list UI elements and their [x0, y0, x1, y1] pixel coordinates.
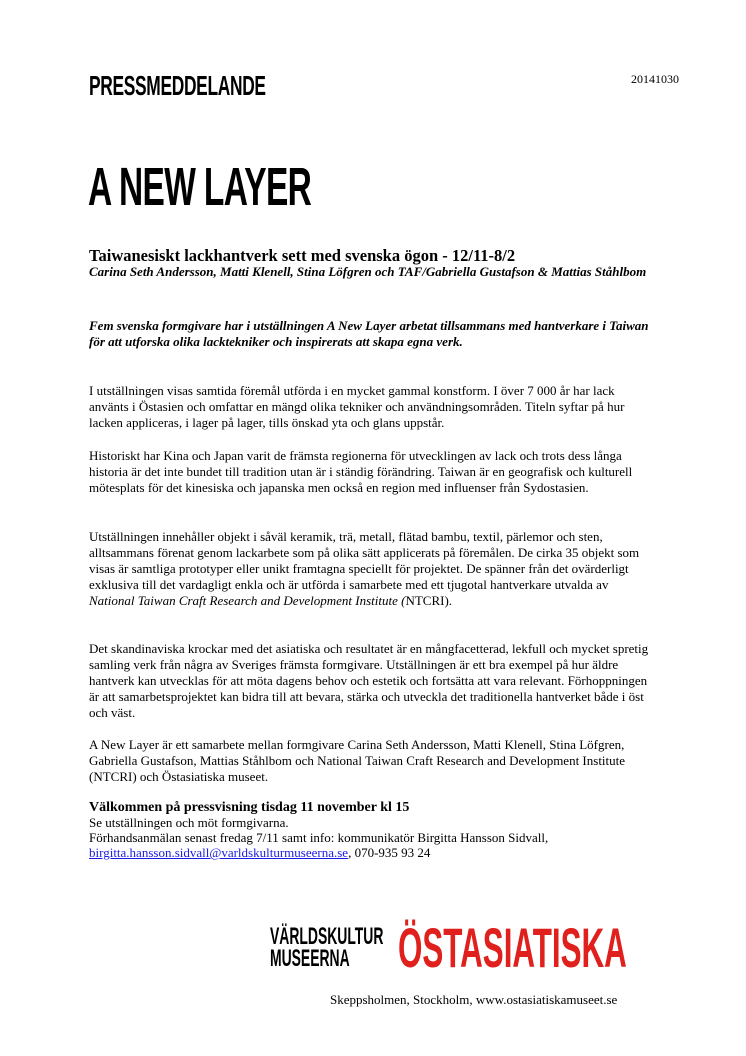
invite-line-1: Se utställningen och möt formgivarna. [89, 815, 289, 830]
subtitle: Taiwanesiskt lackhantverk sett med svenska ögon - 12/11-8/2 [89, 246, 516, 265]
logo-left-line-1: VÄRLDSKULTUR [270, 923, 384, 950]
ostasiatiska-logo-text: ÖSTASIATISKA [398, 916, 627, 979]
body-paragraph-4: Det skandinaviska krockar med det asiatiska och resultatet är en mångfacetterad, lekfull och mycket spretig samling verk från några av Sveriges främsta formgivare. Utställningen är ett bra exempel på hur äldre hantverk kan utvecklas för att möta dagens behov och estetik och fortsätta att vara relevant. Förhoppningen är att samarbetsprojektet kan bidra till att bevara, stärka och utveckla det traditionella hantverket både i öst och väst. [89, 641, 649, 720]
body-paragraph-3-text: Utställningen innehåller objekt i såväl keramik, trä, metall, flätad bambu, textil, pärlemor och sten, alltsammans förenat genom lackarbete som på olika sätt applicerats på föremålen. De cirka 35 objekt som visas är samtliga prototyper eller unikt framtagna speciellt för projektet. De spänner från det ovärderligt exklusiva till det vardagligt enkla och är utförda i samarbete med ett tjugotal hantverkare utvalda av [89, 529, 640, 592]
contact-phone: , 070-935 93 24 [348, 845, 431, 860]
lead-paragraph: Fem svenska formgivare har i utställningen A New Layer arbetat tillsammans med hantverkare i Taiwan för att utforska olika lacktekniker och inspirerats att skapa egna verk. [89, 318, 649, 349]
body-paragraph-5: A New Layer är ett samarbete mellan formgivare Carina Seth Andersson, Matti Klenell, Stina Löfgren, Gabriella Gustafson, Mattias Ståhlbom och National Taiwan Craft Research and Development Institute (NTCRI) och Östasiatiska museet. [89, 737, 626, 784]
document-kicker: PRESSMEDDELANDE [89, 70, 266, 101]
logo-left-line-2: MUSEERNA [270, 945, 350, 972]
body-paragraph-1: I utställningen visas samtida föremål utförda i en mycket gammal konstform. I över 7 000 år har lack använts i Östasien och omfattar en mängd olika tekniker och användningsområden. Titeln syftar på hur lacken appliceras, i lager på lager, tills önskad yta och glans uppstår. [89, 383, 625, 430]
press-invite [89, 800, 669, 860]
page-title: A NEW LAYER [88, 157, 312, 217]
museum-logo [270, 916, 660, 990]
body-paragraph-3 [89, 529, 649, 609]
invite-heading: Välkommen på pressvisning tisdag 11 november kl 15 [89, 800, 410, 815]
body-paragraph-3-end: NTCRI). [405, 593, 453, 608]
footer-address: Skeppsholmen, Stockholm, www.ostasiatiskamuseet.se [330, 992, 618, 1007]
body-paragraph-2: Historiskt har Kina och Japan varit de främsta regionerna för utvecklingen av lack och trots dess långa historia är det inte bundet till tradition utan är i ständig förändring. Taiwan är en geografisk och kulturell mötesplats för det kinesiska och japanska men också en region med influenser från Sydostasien. [89, 448, 633, 495]
document-date: 20141030 [631, 72, 679, 86]
authors-line: Carina Seth Andersson, Matti Klenell, Stina Löfgren och TAF/Gabriella Gustafson & Mattias Ståhlbom [89, 264, 647, 279]
varldskultur-logo-text [270, 923, 384, 972]
contact-email-link[interactable]: birgitta.hansson.sidvall@varldskulturmuseerna.se [89, 845, 349, 860]
invite-line-2: Förhandsanmälan senast fredag 7/11 samt info: kommunikatör Birgitta Hansson Sidvall, [89, 830, 549, 845]
institute-name: National Taiwan Craft Research and Development Institute ( [89, 593, 406, 608]
